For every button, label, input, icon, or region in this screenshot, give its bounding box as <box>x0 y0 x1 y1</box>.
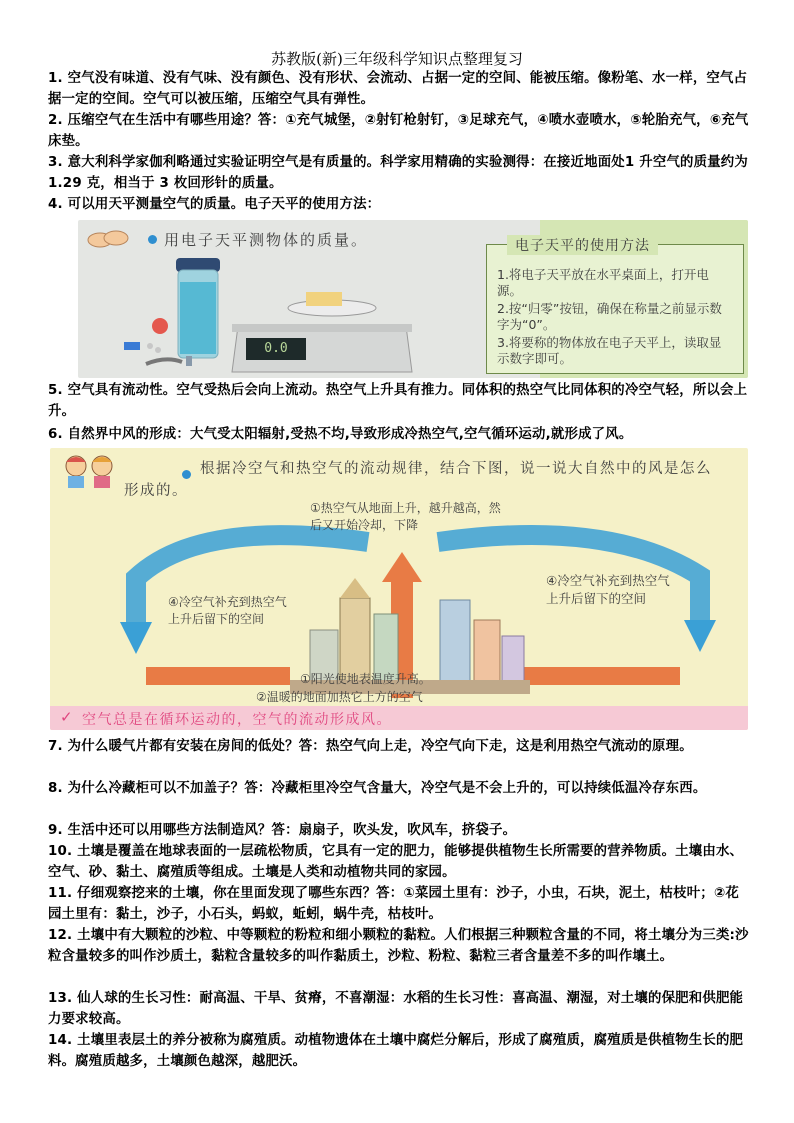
paragraph-10: 10. 土壤是覆盖在地球表面的一层疏松物质，它具有一定的肥力，能够提供植物生长所需要的营养物质。土壤由水、空气、砂、黏土、腐殖质等组成。土壤是人类和动植物共同的家园。 <box>48 844 744 880</box>
fig2-heading: 根据冷空气和热空气的流动规律，结合下图，说一说大自然中的风是怎么形成的。 <box>124 461 712 499</box>
hands-icon <box>86 226 130 252</box>
paragraph-8: 8. 为什么冷藏柜可以不加盖子？答：冷藏柜里冷空气含量大，冷空气是不会上升的，可以持续低温冷存东西。 <box>48 781 707 796</box>
paragraph-14: 14. 土壤里表层土的养分被称为腐殖质。动植物遗体在土壤中腐烂分解后，形成了腐殖质，腐殖质是供植物生长的肥料。腐殖质越多，土壤颜色越深，越肥沃。 <box>48 1033 744 1069</box>
small-objects <box>106 312 186 372</box>
usage-step-1: 1.将电子天平放在水平桌面上，打开电源。 <box>497 267 709 298</box>
label-cold-air-left: ④冷空气补充到热空气上升后留下的空间 <box>168 595 287 626</box>
paragraph-9: 9. 生活中还可以用哪些方法制造风？答：扇扇子，吹头发，吹风车，挤袋子。 <box>48 823 517 838</box>
paragraph-4: 4. 可以用天平测量空气的质量。电子天平的使用方法： <box>48 197 381 212</box>
paragraph-13: 13. 仙人球的生长习性：耐高温、干旱、贫瘠，不喜潮湿：水稻的生长习性：喜高温、潮湿，对土壤的保肥和供肥能力要求较高。 <box>48 991 744 1027</box>
paragraph-1: 1. 空气没有味道、没有气味、没有颜色、没有形状、会流动、占据一定的空间、能被压缩。像粉笔、水一样，空气占据一定的空间。空气可以被压缩，压缩空气具有弹性。 <box>48 71 748 107</box>
usage-box-title: 电子天平的使用方法 <box>507 235 658 255</box>
page-title: 苏教版(新)三年级科学知识点整理复习 <box>271 50 523 68</box>
conclusion-banner <box>50 706 748 730</box>
bullet-icon <box>148 235 157 244</box>
wind-formation-figure <box>50 448 748 730</box>
conclusion-text: 空气总是在循环运动的，空气的流动形成风。 <box>82 712 392 728</box>
paragraph-5: 5. 空气具有流动性。空气受热后会向上流动。热空气上升具有推力。同体积的热空气比同体积的冷空气轻，所以会上升。 <box>48 383 748 419</box>
paragraph-7: 7. 为什么暖气片都有安装在房间的低处？答：热空气向上走，冷空气向下走，这是利用热空气流动的原理。 <box>48 739 693 754</box>
usage-box <box>486 238 744 374</box>
paragraph-12: 12. 土壤中有大颗粒的沙粒、中等颗粒的粉粒和细小颗粒的黏粒。人们根据三种颗粒含量的不同，将土壤分为三类:沙粒含量较多的叫作沙质土，黏粒含量较多的叫作黏质土，沙粒、粉粒、黏粒三者含量差不多的叫作壤土。 <box>48 928 749 964</box>
usage-step-2: 2.按“归零”按钮，确保在称量之前显示数字为“0”。 <box>497 301 722 332</box>
balance-display <box>246 338 306 360</box>
paragraph-11: 11. 仔细观察挖来的土壤，你在里面发现了哪些东西？答：①菜园土里有：沙子，小虫，石块，泥土，枯枝叶；②花园土里有：黏土，沙子，小石头，蚂蚁，蚯蚓，蜗牛壳，枯枝叶。 <box>48 886 740 922</box>
display-value: 0.0 <box>264 341 288 356</box>
usage-step-3: 3.将要称的物体放在电子天平上，读取显示数字即可。 <box>497 335 722 366</box>
label-rising-air: ①热空气从地面上升，越升越高，然后又开始冷却，下降 <box>310 501 501 532</box>
label-sunlight: ①阳光使地表温度升高。 <box>300 672 431 686</box>
label-warm-ground: ②温暖的地面加热它上方的空气 <box>256 690 423 704</box>
paragraph-6: 6. 自然界中风的形成：大气受太阳辐射,受热不均,导致形成冷热空气,空气循环运动,就形成了风。 <box>48 427 633 442</box>
electronic-balance-figure <box>78 220 748 378</box>
balance-illustration <box>228 286 418 378</box>
paragraph-3: 3. 意大利科学家伽利略通过实验证明空气是有质量的。科学家用精确的实验测得：在接近地面处1 升空气的质量约为 1.29 克，相当于 3 枚回形针的质量。 <box>48 155 748 191</box>
paragraph-2: 2. 压缩空气在生活中有哪些用途？答：①充气城堡，②射钉枪射钉，③足球充气，④喷水壶喷水，⑤轮胎充气，⑥充气床垫。 <box>48 113 749 149</box>
check-icon: ✓ <box>60 708 73 726</box>
label-cold-air-right: ④冷空气补充到热空气上升后留下的空间 <box>546 573 670 606</box>
fig1-heading: 用电子天平测物体的质量。 <box>164 231 369 249</box>
